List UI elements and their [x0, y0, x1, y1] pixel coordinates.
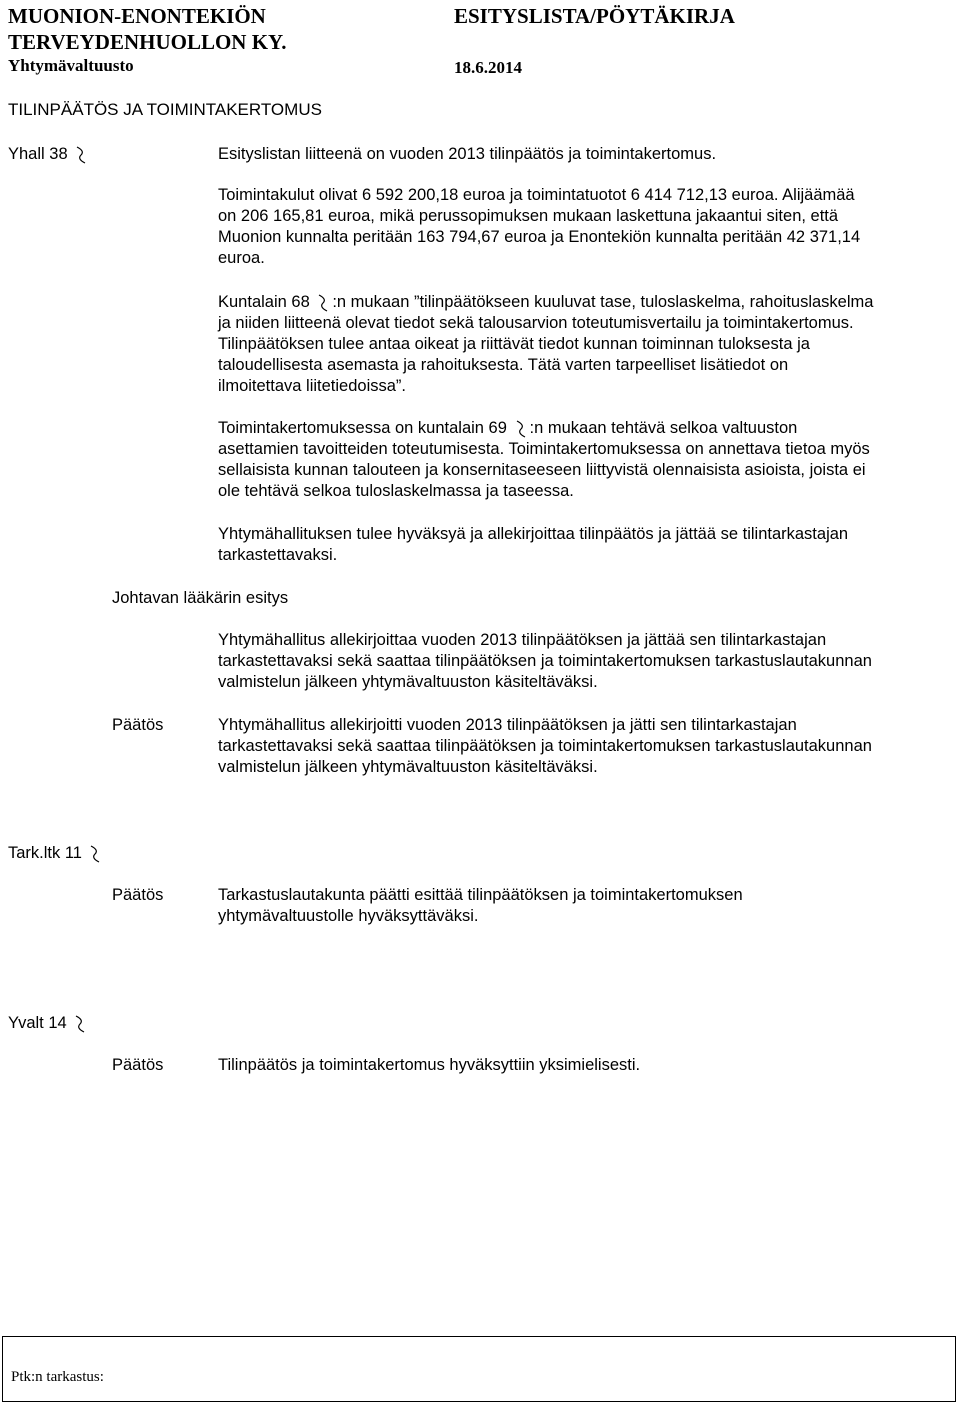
- decision-text-yvalt: Tilinpäätös ja toimintakertomus hyväksyttiin yksimielisesti.: [218, 1056, 641, 1074]
- org-name-line1: MUONION-ENONTEKIÖN: [8, 4, 266, 28]
- section-sign-icon: [514, 420, 528, 438]
- yhall-paragraph-4: Yhtymähallituksen tulee hyväksyä ja allekirjoittaa tilinpäätös ja jättää se tilintarkastajan tarkastettavaksi.: [218, 525, 849, 564]
- decision-text-yhall: Yhtymähallitus allekirjoitti vuoden 2013 tilinpäätöksen ja jätti sen tilintarkastajan tarkastettavaksi sekä saattaa tilinpäätöksen ja toimintakertomuksen tarkastuslautakunnan valmistelun jälkeen yhtymävaltuuston käsiteltäväksi.: [218, 716, 872, 776]
- yhall-paragraph-1: Toimintakulut olivat 6 592 200,18 euroa ja toimintatuotot 6 414 712,13 euroa. Alijäämää on 206 165,81 euroa, mikä perussopimuksen mukaan laskettuna jakaantui siten, että Muonion kunnalta peritään 163 794,67 euroa ja Enontekiön kunnalta peritään 42 371,14 euroa.: [218, 186, 861, 267]
- document-type: ESITYSLISTA/PÖYTÄKIRJA: [454, 4, 735, 28]
- section-sign-icon: [316, 294, 330, 312]
- section-ref-yhall-label: Yhall 38: [8, 145, 68, 163]
- meeting-body: Yhtymävaltuusto: [8, 56, 134, 75]
- proposal-text: Yhtymähallitus allekirjoittaa vuoden 2013 tilinpäätöksen ja jättää sen tilintarkastajan tarkastettavaksi sekä saattaa tilinpäätöksen ja toimintakertomuksen tarkastuslautakunnan valmistelun jälkeen yhtymävaltuuston käsiteltäväksi.: [218, 631, 872, 691]
- section-ref-tarkltk-label: Tark.ltk 11: [8, 844, 82, 862]
- yhall-paragraph-3: Toimintakertomuksessa on kuntalain 69 :n mukaan tehtävä selkoa valtuuston asettamien tavoitteiden toteutumisesta. Toimintakertomuksessa on annettava tietoa myös sellaisista kunnan talouteen ja konsernitaseeseen liittyvistä olennaisista asioista, joista ei ole tehtävä selkoa tuloslaskelmassa ja taseessa.: [218, 419, 870, 500]
- minutes-check-box: [2, 1336, 956, 1402]
- minutes-check-label: Ptk:n tarkastus:: [11, 1369, 104, 1385]
- org-name-line2: TERVEYDENHUOLLON KY.: [8, 30, 287, 54]
- decision-text-tarkltk: Tarkastuslautakunta päätti esittää tilinpäätöksen ja toimintakertomuksen yhtymävaltuustolle hyväksyttäväksi.: [218, 886, 743, 925]
- section-sign-icon: [74, 146, 88, 164]
- section-sign-icon: [88, 845, 102, 863]
- decision-label-yvalt: Päätös: [112, 1056, 164, 1074]
- yhall-intro: Esityslistan liitteenä on vuoden 2013 tilinpäätös ja toimintakertomus.: [218, 145, 717, 163]
- decision-label-tarkltk: Päätös: [112, 886, 164, 904]
- section-ref-yvalt-label: Yvalt 14: [8, 1014, 67, 1032]
- decision-label-yhall: Päätös: [112, 716, 164, 734]
- section-ref-tarkltk: [8, 843, 102, 864]
- yhall-paragraph-2: Kuntalain 68 :n mukaan ”tilinpäätökseen kuuluvat tase, tuloslaskelma, rahoituslaskelma ja niiden liitteenä olevat tiedot sekä talousarvion toteutumisvertailu ja toimintakertomus. Tilinpäätöksen tulee antaa oikeat ja riittävät tiedot kunnan toiminnan tuloksesta ja taloudellisesta asemasta ja rahoituksesta. Tätä varten tarpeelliset lisätiedot on ilmoitettava liitetiedoissa”.: [218, 293, 874, 395]
- meeting-date: 18.6.2014: [454, 58, 522, 77]
- section-ref-yhall: [8, 144, 88, 165]
- section-sign-icon: [73, 1015, 87, 1033]
- page-title: TILINPÄÄTÖS JA TOIMINTAKERTOMUS: [8, 100, 322, 119]
- proposal-label: Johtavan lääkärin esitys: [112, 589, 289, 607]
- section-ref-yvalt: [8, 1013, 87, 1034]
